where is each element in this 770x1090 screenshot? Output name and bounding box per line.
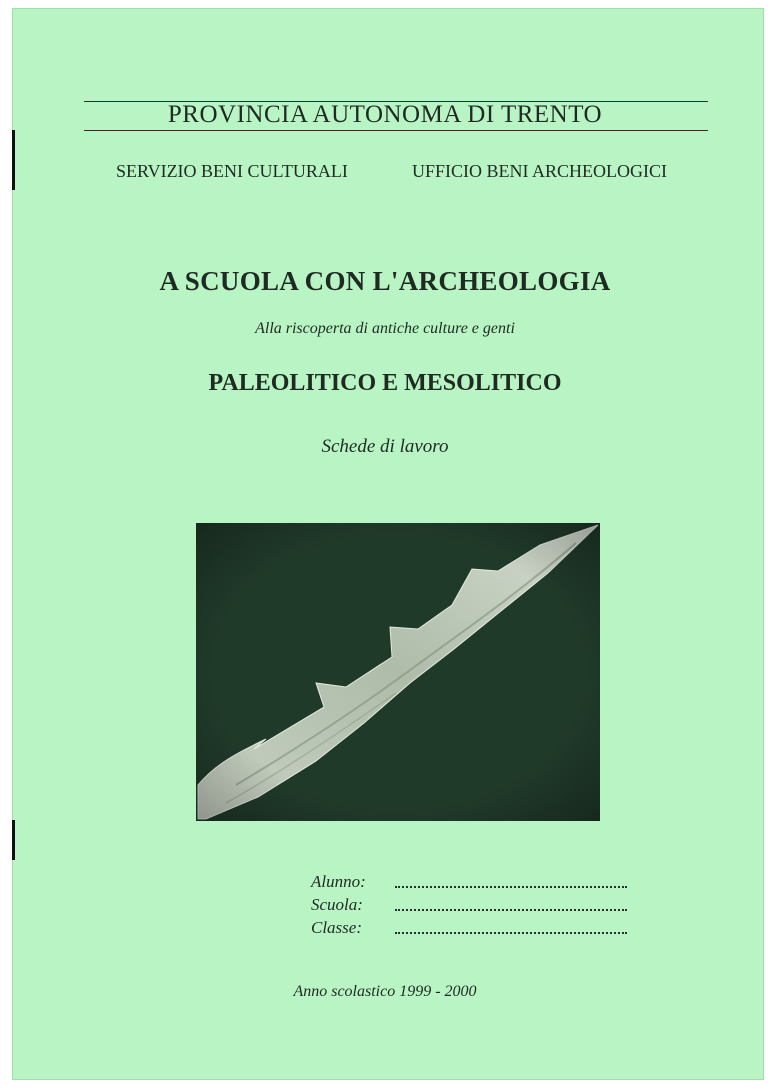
main-title: A SCUOLA CON L'ARCHEOLOGIA	[159, 266, 611, 296]
service-name: SERVIZIO BENI CULTURALI	[116, 161, 348, 181]
harpoon-photo	[196, 523, 600, 821]
institution-title: PROVINCIA AUTONOMA DI TRENTO	[167, 101, 603, 128]
school-year: Anno scolastico 1999 - 2000	[293, 983, 477, 1000]
class-label: Classe:	[311, 918, 362, 937]
school-field[interactable]	[395, 909, 627, 911]
student-field[interactable]	[395, 886, 627, 888]
bottom-rule	[84, 130, 708, 131]
student-label: Alunno:	[311, 872, 366, 891]
binding-mark	[12, 130, 15, 190]
binding-mark	[12, 820, 15, 860]
subtitle: Alla riscoperta di antiche culture e genti	[255, 320, 515, 337]
section-title: PALEOLITICO E MESOLITICO	[208, 370, 562, 396]
document-kind: Schede di lavoro	[321, 436, 449, 457]
harpoon-image	[196, 523, 600, 821]
office-name: UFFICIO BENI ARCHEOLOGICI	[412, 161, 668, 181]
school-label: Scuola:	[311, 895, 363, 914]
class-field[interactable]	[395, 932, 627, 934]
